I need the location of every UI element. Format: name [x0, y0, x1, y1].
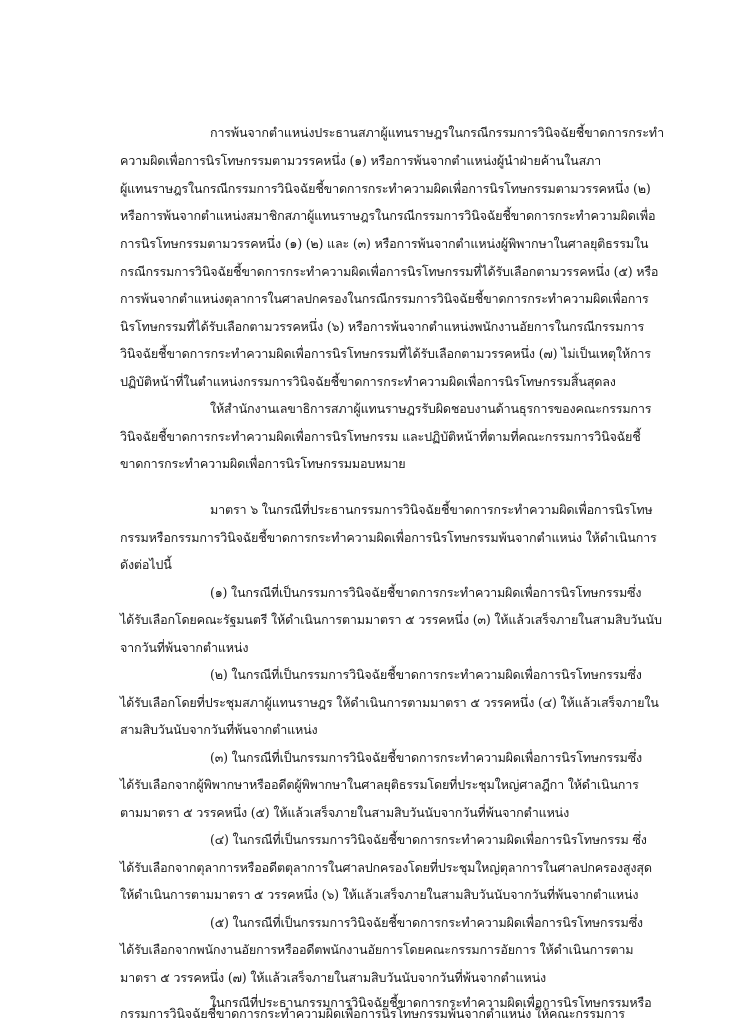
text-line: ขาดการกระทำความผิดเพื่อการนิรโทษกรรมมอบหมาย [120, 456, 406, 471]
text-line: วินิจฉัยชี้ขาดการกระทำความผิดเพื่อการนิรโทษกรรมที่ได้รับเลือกตามวรรคหนึ่ง (๗) ไม่เป็นเหตุให้การ [120, 346, 651, 361]
list-item: (๕) ในกรณีที่เป็นกรรมการวินิจฉัยชี้ขาดการกระทำความผิดเพื่อการนิรโทษกรรมซึ่ง [210, 915, 643, 930]
text-line: ความผิดเพื่อการนิรโทษกรรมตามวรรคหนึ่ง (๑) หรือการพ้นจากตำแหน่งผู้นำฝ่ายค้านในสภา [120, 153, 602, 168]
text-line: ได้รับเลือกจากผู้พิพากษาหรืออดีตผู้พิพากษาในศาลยุติธรรมโดยที่ประชุมใหญ่ศาลฎีกา ให้ดำเนินการ [120, 777, 639, 792]
list-item: (๓) ในกรณีที่เป็นกรรมการวินิจฉัยชี้ขาดการกระทำความผิดเพื่อการนิรโทษกรรมซึ่ง [210, 750, 642, 765]
text-line: ได้รับเลือกจากตุลาการหรืออดีตตุลาการในศาลปกครองโดยที่ประชุมใหญ่ตุลาการในศาลปกครองสูงสุด [120, 860, 652, 875]
text-line: จากวันที่พ้นจากตำแหน่ง [120, 640, 249, 655]
text-line: การนิรโทษกรรมตามวรรคหนึ่ง (๑) (๒) และ (๓) หรือการพ้นจากตำแหน่งผู้พิพากษาในศาลยุติธรรมใน [120, 236, 649, 251]
text-line: ให้สำนักงานเลขาธิการสภาผู้แทนราษฎรรับผิดชอบงานด้านธุรการของคณะกรรมการ [210, 401, 652, 416]
text-line: ดังต่อไปนี้ [120, 557, 172, 572]
text-line: ตามมาตรา ๕ วรรคหนึ่ง (๕) ให้แล้วเสร็จภายในสามสิบวันนับจากวันที่พ้นจากตำแหน่ง [120, 805, 570, 820]
text-line: ผู้แทนราษฎรในกรณีกรรมการวินิจฉัยชี้ขาดการกระทำความผิดเพื่อการนิรโทษกรรมตามวรรคหนึ่ง (๒) [120, 181, 651, 196]
text-line: ปฏิบัติหน้าที่ในตำแหน่งกรรมการวินิจฉัยชี้ขาดการกระทำความผิดเพื่อการนิรโทษกรรมสิ้นสุดลง [120, 374, 616, 389]
text-line: หรือการพ้นจากตำแหน่งสมาชิกสภาผู้แทนราษฎรในกรณีกรรมการวินิจฉัยชี้ขาดการกระทำความผิดเพื่อ [120, 208, 656, 223]
section-heading: มาตรา ๖ ในกรณีที่ประธานกรรมการวินิจฉัยชี้ขาดการกระทำความผิดเพื่อการนิรโทษ [210, 502, 653, 517]
text-line: ในกรณีที่ประธานกรรมการวินิจฉัยชี้ขาดการกระทำความผิดเพื่อการนิรโทษกรรมหรือ [210, 995, 652, 1010]
text-line: วินิจฉัยชี้ขาดการกระทำความผิดเพื่อการนิรโทษกรรม และปฏิบัติหน้าที่ตามที่คณะกรรมการวินิจฉัยชี้ [120, 429, 641, 444]
text-line: กรรมหรือกรรมการวินิจฉัยชี้ขาดการกระทำความผิดเพื่อการนิรโทษกรรมพ้นจากตำแหน่ง ให้ดำเนินการ [120, 530, 657, 545]
text-line: สามสิบวันนับจากวันที่พ้นจากตำแหน่ง [120, 722, 318, 737]
text-line: การพ้นจากตำแหน่งตุลาการในศาลปกครองในกรณีกรรมการวินิจฉัยชี้ขาดการกระทำความผิดเพื่อการ [120, 291, 649, 306]
text-line: ได้รับเลือกโดยที่ประชุมสภาผู้แทนราษฎร ให้ดำเนินการตามมาตรา ๕ วรรคหนึ่ง (๔) ให้แล้วเสร็จภายใน [120, 695, 659, 710]
list-item: (๑) ในกรณีที่เป็นกรรมการวินิจฉัยชี้ขาดการกระทำความผิดเพื่อการนิรโทษกรรมซึ่ง [210, 585, 642, 600]
text-line: การพ้นจากตำแหน่งประธานสภาผู้แทนราษฎรในกรณีกรรมการวินิจฉัยชี้ขาดการกระทำ [210, 125, 664, 140]
list-item: (๔) ในกรณีที่เป็นกรรมการวินิจฉัยชี้ขาดการกระทำความผิดเพื่อการนิรโทษกรรม ซึ่ง [210, 832, 647, 847]
text-line: ได้รับเลือกจากพนักงานอัยการหรืออดีตพนักงานอัยการโดยคณะกรรมการอัยการ ให้ดำเนินการตาม [120, 942, 634, 957]
list-item: (๒) ในกรณีที่เป็นกรรมการวินิจฉัยชี้ขาดการกระทำความผิดเพื่อการนิรโทษกรรมซึ่ง [210, 667, 642, 682]
text-line: นิรโทษกรรมที่ได้รับเลือกตามวรรคหนึ่ง (๖) หรือการพ้นจากตำแหน่งพนักงานอัยการในกรณีกรรมการ [120, 319, 645, 334]
text-line: มาตรา ๕ วรรคหนึ่ง (๗) ให้แล้วเสร็จภายในสามสิบวันนับจากวันที่พ้นจากตำแหน่ง [120, 970, 547, 985]
text-line: ให้ดำเนินการตามมาตรา ๕ วรรคหนึ่ง (๖) ให้แล้วเสร็จภายในสามสิบวันนับจากวันที่พ้นจากตำแหน่ง [120, 887, 639, 902]
text-line: ได้รับเลือกโดยคณะรัฐมนตรี ให้ดำเนินการตามมาตรา ๕ วรรคหนึ่ง (๓) ให้แล้วเสร็จภายในสามสิบวันนับ [120, 612, 662, 627]
text-line: กรรมการวินิจฉัยชี้ขาดการกระทำความผิดเพื่อการนิรโทษกรรมพ้นจากตำแหน่ง ให้คณะกรรมการ [120, 1006, 625, 1021]
text-line: กรณีกรรมการวินิจฉัยชี้ขาดการกระทำความผิดเพื่อการนิรโทษกรรมที่ได้รับเลือกตามวรรคหนึ่ง (๕) หรือ [120, 264, 659, 279]
